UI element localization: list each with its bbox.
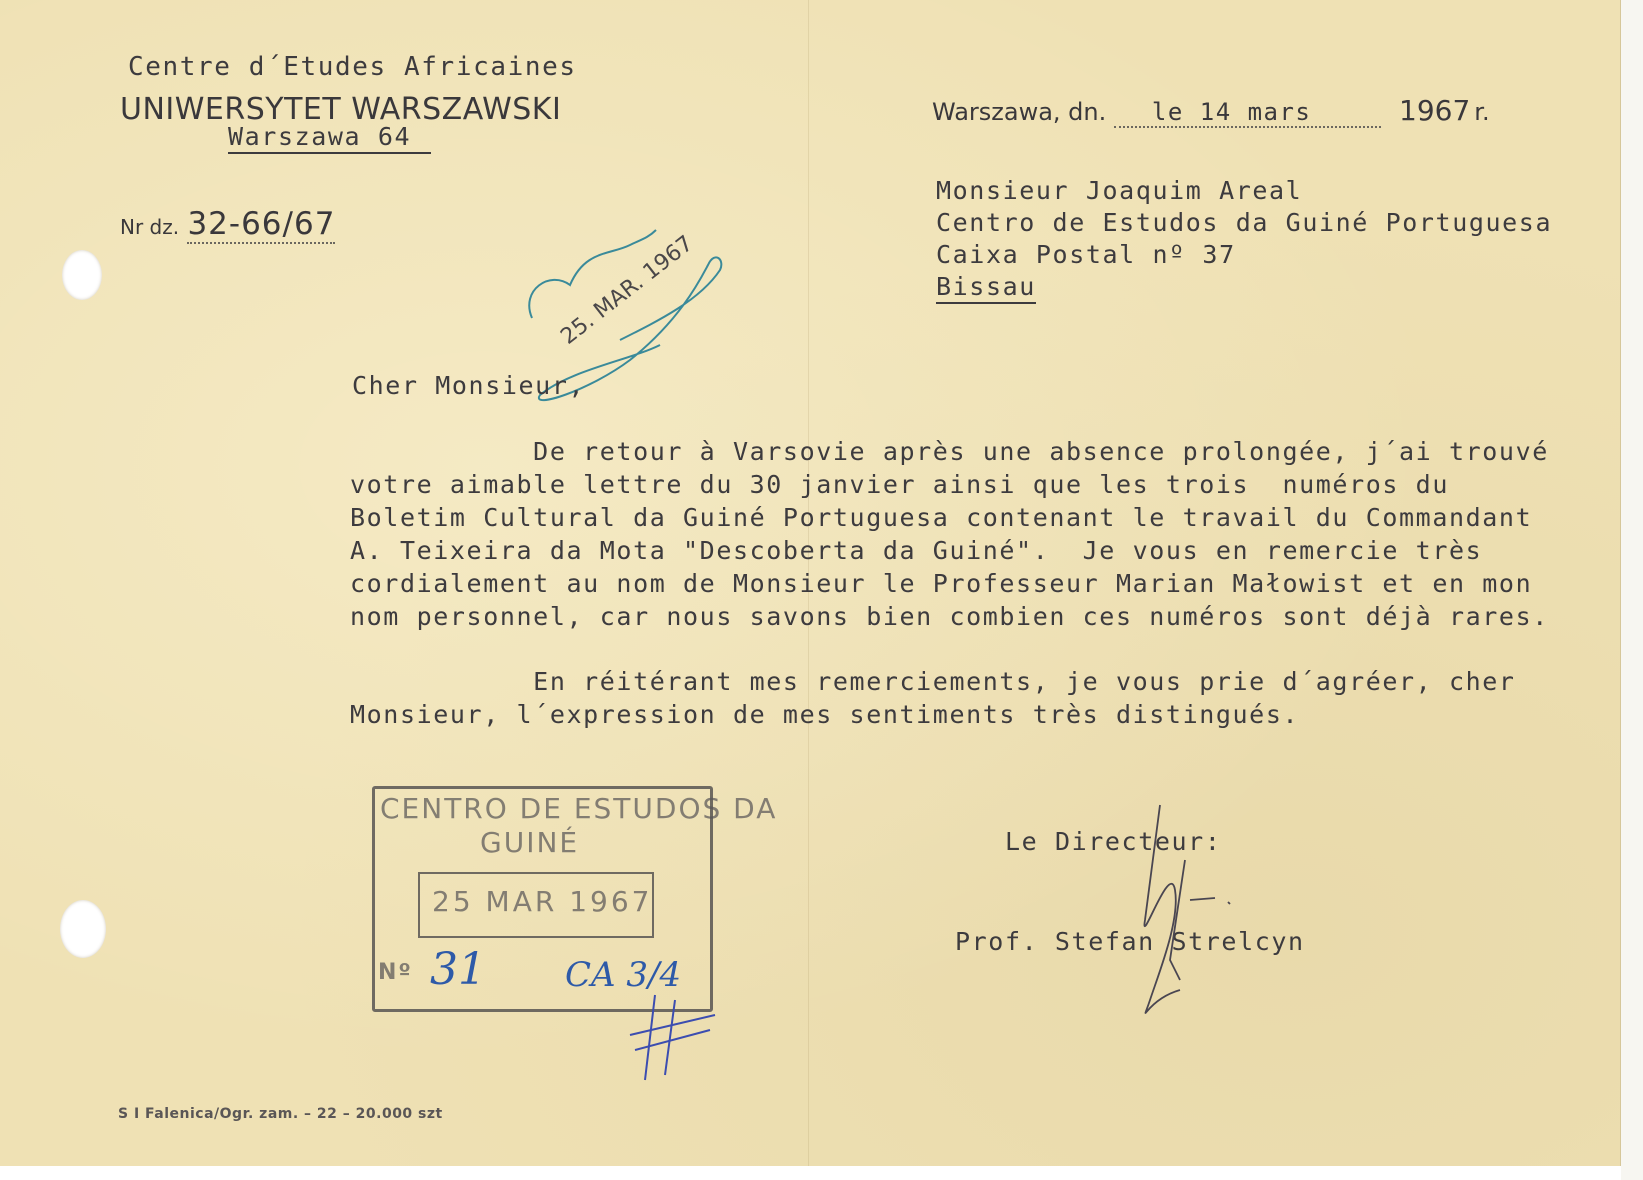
paragraph-1-line-6: nom personnel, car nous savons bien combien ces numéros sont déjà rares.: [350, 602, 1549, 631]
stamp-classification: CA 3/4: [565, 955, 682, 995]
stamp-header-line2: GUINÉ: [480, 826, 580, 859]
punch-hole-top: [62, 250, 102, 300]
signature-title: Le Directeur:: [1005, 827, 1222, 856]
reference-value: 32-66/67: [187, 206, 336, 242]
letterhead-city: [228, 122, 431, 151]
paragraph-gap: [350, 633, 1620, 665]
reference-line: [120, 206, 335, 244]
punch-hole-bottom: [60, 900, 106, 958]
paragraph-1-line-5: cordialement au nom de Monsieur le Professeur Marian Małowist et en mon: [350, 569, 1533, 598]
letterhead-institute: Centre d´Etudes Africaines: [128, 52, 577, 82]
date-city-label: Warszawa, dn.: [932, 98, 1107, 126]
letterhead-university: UNIWERSYTET WARSZAWSKI: [120, 92, 562, 127]
signature-stroke: [1144, 805, 1230, 1013]
stamp-number-label: Nº: [378, 960, 413, 985]
letter-body: [350, 435, 1620, 731]
recipient-name: Monsieur Joaquim Areal: [936, 176, 1303, 205]
recipient-box: Caixa Postal nº 37: [936, 240, 1236, 269]
paragraph-1-line-3: Boletim Cultural da Guiné Portuguesa contenant le travail du Commandant: [350, 503, 1533, 532]
recipient-city-text: Bissau: [936, 272, 1036, 304]
stamp-header-line1: CENTRO DE ESTUDOS DA: [380, 792, 778, 825]
reference-label: Nr dz.: [120, 215, 180, 239]
printer-footer: S I Falenica/Ogr. zam. – 22 – 20.000 szt: [118, 1106, 443, 1122]
paragraph-1-line-1: De retour à Varsovie après une absence prolongée, j´ai trouvé: [350, 437, 1549, 466]
date-suffix: r.: [1474, 98, 1490, 126]
stamp-date: 25 MAR 1967: [432, 885, 653, 918]
paragraph-1-line-4: A. Teixeira da Mota "Descoberta da Guiné". Je vous en remercie très: [350, 536, 1483, 565]
recipient-city: [936, 272, 1036, 301]
received-date-stamp: 25. MAR. 1967: [556, 231, 699, 350]
letterhead-city-text: Warszawa 64: [228, 122, 431, 154]
paragraph-2-line-1: En réitérant mes remerciements, je vous prie d´agréer, cher: [350, 667, 1516, 696]
date-value: le 14 mars: [1114, 98, 1382, 128]
date-line: [932, 94, 1490, 128]
paragraph-1-line-2: votre aimable lettre du 30 janvier ainsi que les trois numéros du: [350, 470, 1449, 499]
signature-name: Prof. Stefan Strelcyn: [955, 927, 1305, 956]
stamp-number-value: 31: [430, 944, 486, 995]
scan-edge: [1621, 0, 1643, 1180]
ink-hash-mark: [630, 995, 715, 1080]
stamp-ink-scribble: [615, 990, 735, 1090]
date-year: 1967: [1399, 94, 1471, 127]
paragraph-2-line-2: Monsieur, l´expression de mes sentiments très distingués.: [350, 700, 1300, 729]
recipient-institution: Centro de Estudos da Guiné Portuguesa: [936, 208, 1553, 237]
salutation: Cher Monsieur,: [352, 371, 586, 400]
handwritten-signature: [1080, 800, 1250, 1060]
